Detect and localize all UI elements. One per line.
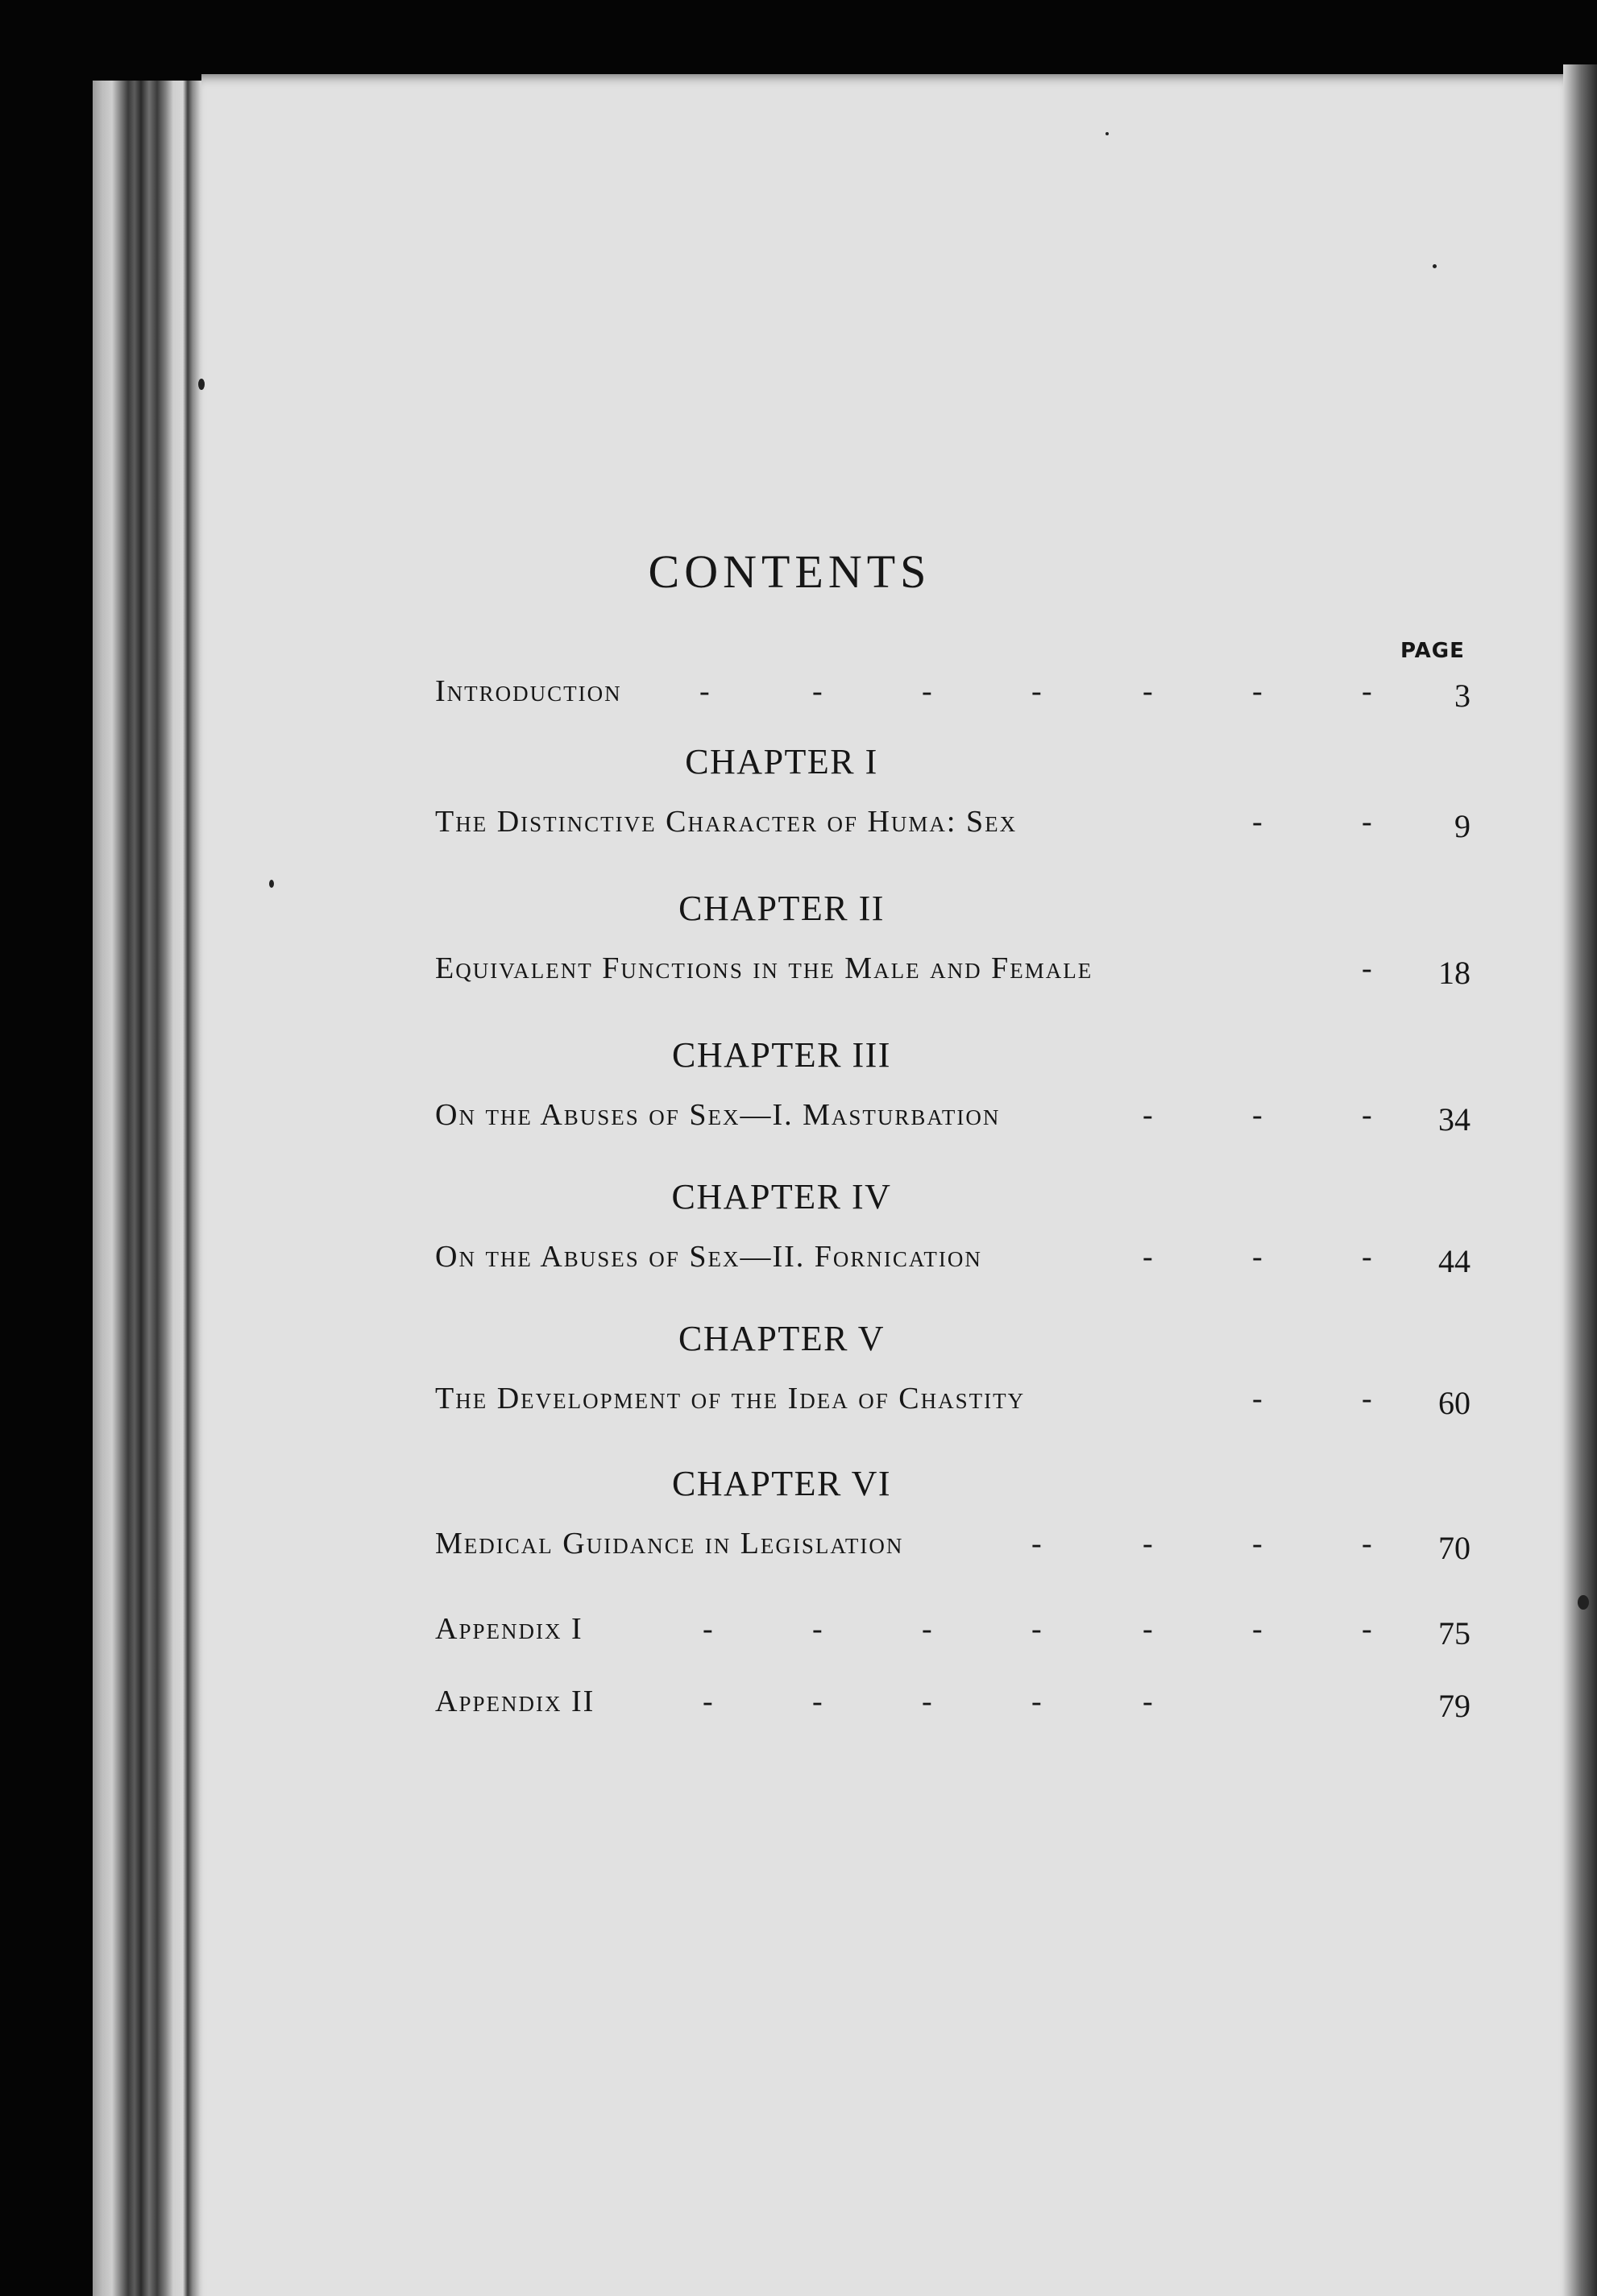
toc-entry-title: On the Abuses of Sex—II. Fornication — [435, 1240, 982, 1274]
toc-entry-title: Equivalent Functions in the Male and Female — [435, 951, 1093, 985]
leader-dash: - — [1252, 1612, 1263, 1646]
leader-dash: - — [1252, 1382, 1263, 1415]
leader-dash: - — [922, 1685, 932, 1718]
leader-dash: - — [1143, 674, 1153, 708]
chapter-heading: CHAPTER V — [678, 1319, 885, 1358]
toc-entry-title: On the Abuses of Sex—I. Masturbation — [435, 1098, 1001, 1132]
leader-dash: - — [1252, 805, 1263, 839]
leader-dash: - — [1362, 951, 1372, 985]
toc-entry-title: Appendix II — [435, 1685, 595, 1718]
toc-entry-page: 9 — [1454, 808, 1470, 844]
toc-entry-page: 70 — [1438, 1530, 1470, 1566]
leader-dash: - — [1362, 1527, 1372, 1560]
leader-dash: - — [1362, 1098, 1372, 1132]
leader-dash: - — [1362, 1240, 1372, 1274]
leader-dash: - — [1031, 1527, 1042, 1560]
leader-dash: - — [1143, 1685, 1153, 1718]
toc-entry-chapter-2 — [435, 951, 1470, 999]
leader-dash: - — [1362, 805, 1372, 839]
leader-dash: - — [922, 674, 932, 708]
leader-dash: - — [1252, 1527, 1263, 1560]
toc-entry-title: Medical Guidance in Legislation — [435, 1527, 904, 1560]
leader-dash: - — [1143, 1612, 1153, 1646]
leader-dash: - — [1143, 1098, 1153, 1132]
leader-dash: - — [703, 1685, 713, 1718]
toc-entry-page: 3 — [1454, 678, 1470, 714]
toc-entry-page: 75 — [1438, 1615, 1470, 1652]
toc-entry-appendix-2 — [435, 1684, 1470, 1732]
toc-entry-title: The Development of the Idea of Chastity — [435, 1382, 1026, 1415]
chapter-heading: CHAPTER II — [678, 889, 885, 928]
leader-dash: - — [922, 1612, 932, 1646]
toc-entry-title: Appendix I — [435, 1612, 583, 1646]
leader-dash: - — [1031, 1685, 1042, 1718]
leader-dash: - — [1031, 1612, 1042, 1646]
leader-dash: - — [812, 1685, 823, 1718]
toc-entry-page: 79 — [1438, 1688, 1470, 1724]
leader-dash: - — [1362, 674, 1372, 708]
leader-dash: - — [1252, 674, 1263, 708]
leader-dash: - — [812, 674, 823, 708]
toc-entry-introduction — [435, 673, 1470, 722]
leader-dash: - — [1031, 674, 1042, 708]
toc-entry-chapter-4 — [435, 1239, 1470, 1287]
chapter-heading: CHAPTER III — [672, 1035, 891, 1075]
toc-entry-chapter-6 — [435, 1526, 1470, 1574]
toc-entry-chapter-1 — [435, 804, 1470, 852]
leader-dash: - — [1143, 1527, 1153, 1560]
leader-dash: - — [1143, 1240, 1153, 1274]
page-column-header: PAGE — [1400, 639, 1465, 663]
leader-dash: - — [1252, 1098, 1263, 1132]
leader-dash: - — [1252, 1240, 1263, 1274]
chapter-heading: CHAPTER I — [685, 742, 878, 781]
toc-entry-appendix-1 — [435, 1611, 1470, 1660]
leader-dash: - — [699, 674, 710, 708]
chapter-heading: CHAPTER IV — [671, 1177, 892, 1216]
toc-entry-page: 44 — [1438, 1243, 1470, 1279]
chapter-heading: CHAPTER VI — [671, 1464, 892, 1503]
leader-dash: - — [812, 1612, 823, 1646]
toc-entry-chapter-3 — [435, 1097, 1470, 1146]
toc-entry-page: 60 — [1438, 1385, 1470, 1421]
toc-entry-page: 34 — [1438, 1101, 1470, 1138]
contents-title: CONTENTS — [648, 545, 931, 598]
leader-dash: - — [703, 1612, 713, 1646]
toc-entry-chapter-5 — [435, 1381, 1470, 1429]
leader-dash: - — [1362, 1382, 1372, 1415]
toc-entry-page: 18 — [1438, 955, 1470, 991]
toc-entry-title: Introduction — [435, 674, 622, 708]
toc-entry-title: The Distinctive Character of Huma​: Sex — [435, 805, 1018, 839]
leader-dash: - — [1362, 1612, 1372, 1646]
